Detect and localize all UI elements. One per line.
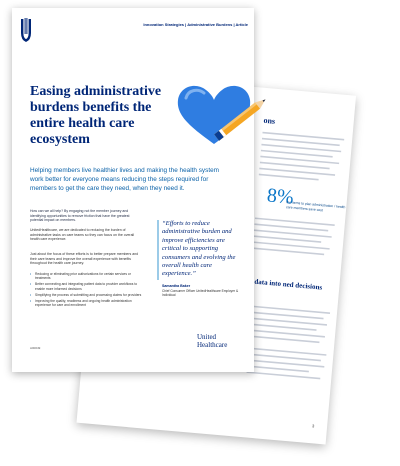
body-paragraph-1: UnitedHealthcare, we are dedicated to reducing the burden of administrative tasks on care teams so they can focus on the overall health care experience.	[30, 228, 135, 242]
document-id: A00049	[30, 346, 41, 350]
brand-line-2: Healthcare	[197, 340, 228, 349]
quote-author-role: Chief Consumer Officer UnitedHealthcare Employer & Individual	[162, 289, 239, 298]
back-page-stat-caption: the items to plan administration / health care members save cost	[285, 200, 346, 212]
quote-author: Samantha Baker	[162, 284, 191, 288]
breadcrumb: Innovation Strategies | Administrative Burdens | Article	[143, 22, 248, 27]
brand-wordmark	[197, 334, 227, 349]
brand-line-1: United	[197, 333, 217, 341]
intro-paragraph: How can we all help? By engaging not the member journey and identifying opportunities to remove friction that have the greatest potential impact on members.	[30, 209, 130, 223]
uhc-logo-icon	[20, 16, 32, 44]
back-page-stat: 8%	[266, 184, 295, 209]
body-paragraph-2: Just about the focus of these efforts is to better prepare members and their care teams and improve the overall experience with benefits throughout the health care journey.	[30, 252, 139, 266]
front-page	[12, 8, 254, 372]
page-subtitle: Helping members live healthier lives and making the health system work better for everyone means reducing the steps required for members to get the care they need, when they need it.	[30, 167, 219, 192]
back-page-heading: ons	[263, 115, 276, 126]
bullet-item: • Simplifying the process of submitting and processing claims for providers	[30, 293, 145, 297]
back-page-section-heading: data into ned decisions	[254, 277, 323, 292]
back-page-number: 3	[311, 423, 315, 429]
bullet-item: • Better connecting and integrating patient data to provider workflows to enable more informed decisions	[30, 282, 145, 291]
page-title: Easing administrative burdens benefits the entire health care ecosystem	[30, 84, 162, 147]
heart-pencil-icon	[172, 78, 268, 150]
bullet-list	[30, 272, 145, 309]
bullet-item: • Improving the quality, readiness and ongoing health administration experience for care and enrollment	[30, 299, 145, 308]
quote-divider	[157, 220, 159, 280]
pull-quote: “Efforts to reduce administrative burden and improve efficiencies are critical to supporting consumers and evolving the overall health care experience.”	[162, 220, 236, 278]
bullet-item: • Reducing or eliminating prior authorizations for certain services or treatments	[30, 272, 145, 281]
